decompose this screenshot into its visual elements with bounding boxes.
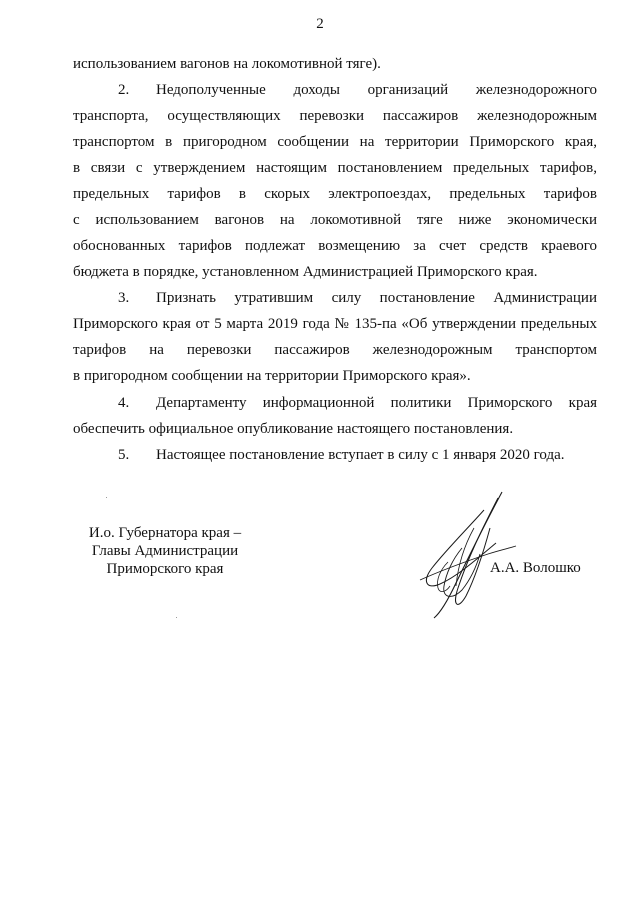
paragraph-3-line: в пригородном сообщении на территории Приморского края». — [73, 368, 471, 384]
paragraph-3-line: Приморского края от 5 марта 2019 года № 135-па «Об утверждении предельных — [73, 316, 597, 332]
paragraph-5-line: Настоящее постановление вступает в силу с 1 января 2020 года. — [156, 447, 565, 463]
paragraph-2-line: предельных тарифов в скорых электропоездах, предельных тарифов — [73, 186, 597, 202]
paragraph-2-line: обоснованных тарифов подлежат возмещению за счет средств краевого — [73, 238, 597, 254]
paragraph-2-number: 2. — [118, 82, 130, 98]
paragraph-2-line: с использованием вагонов на локомотивной тяге ниже экономически — [73, 212, 597, 228]
paragraph-2-line: транспортом в пригородном сообщении на территории Приморского края, — [73, 134, 597, 150]
continuation-line: использованием вагонов на локомотивной тяге). — [73, 56, 381, 72]
signatory-title — [75, 524, 255, 578]
paragraph-2-line: в связи с утверждением настоящим постановлением предельных тарифов, — [73, 160, 597, 176]
scan-speck — [106, 497, 107, 498]
paragraph-4-line: обеспечить официальное опубликование настоящего постановления. — [73, 421, 514, 437]
paragraph-4-line: Департаменту информационной политики Приморского края — [156, 395, 597, 411]
paragraph-3-number: 3. — [118, 290, 130, 306]
signer-name: А.А. Волошко — [490, 560, 581, 576]
handwritten-signature — [418, 488, 518, 623]
paragraph-4-number: 4. — [118, 395, 130, 411]
paragraph-2-line: транспорта, осуществляющих перевозки пассажиров железнодорожным — [73, 108, 597, 124]
paragraph-5-number: 5. — [118, 447, 130, 463]
signatory-title-line: Приморского края — [106, 561, 224, 577]
paragraph-3-line: тарифов на перевозки пассажиров железнодорожным транспортом — [73, 342, 597, 358]
paragraph-2-line: Недополученные доходы организаций железнодорожного — [156, 82, 597, 98]
signatory-title-line: Главы Администрации — [91, 543, 239, 559]
paragraph-2-line: бюджета в порядке, установленном Администрацией Приморского края. — [73, 264, 538, 280]
paragraph-3-line: Признать утратившим силу постановление Администрации — [156, 290, 597, 306]
page-number: 2 — [316, 16, 324, 32]
signatory-title-line: И.о. Губернатора края – — [88, 525, 242, 541]
scan-speck — [176, 617, 177, 618]
